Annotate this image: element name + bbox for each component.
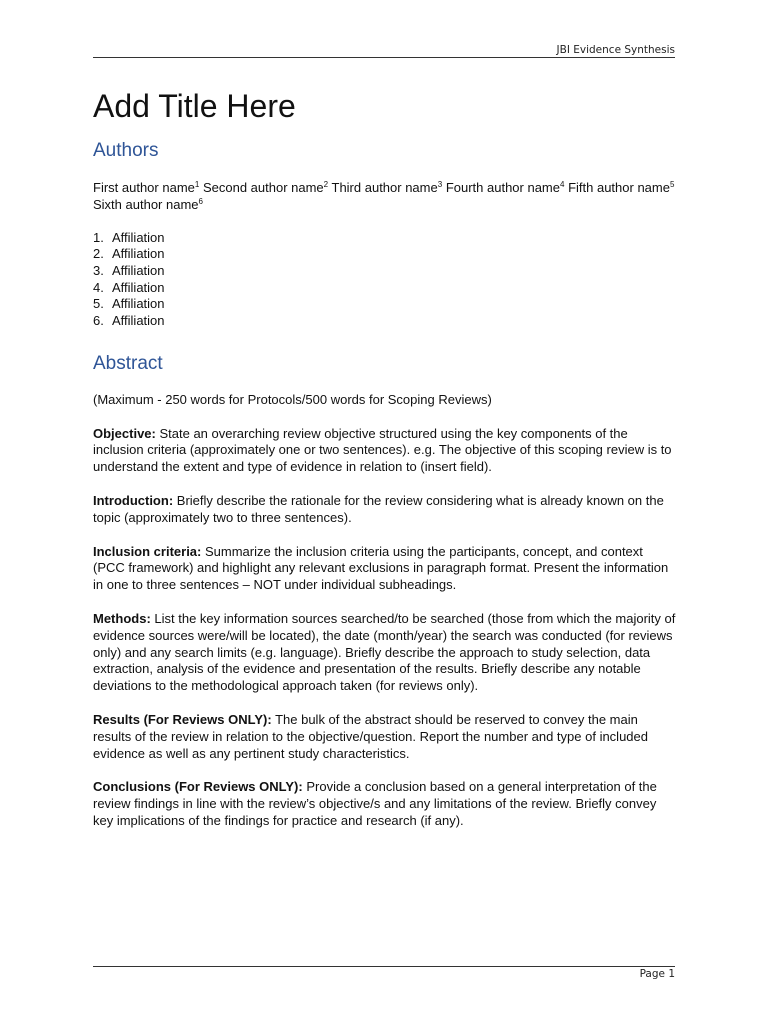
abstract-introduction [93, 493, 677, 527]
abstract-results [93, 712, 677, 762]
author-name: Second author name [202, 180, 324, 195]
affiliation-item: 2. Affiliation [93, 246, 165, 262]
abstract-conclusions [93, 779, 677, 829]
section-text: Briefly describe the rationale for the review considering what is already known on the topic (approximately two to three sentences). [93, 493, 664, 525]
section-text: Provide a conclusion based on a general interpretation of the review findings in line with the review’s objective/s and any limitations of the review. Briefly convey key implications of the findings for practice and research (if any). [93, 779, 657, 828]
page-number: Page 1 [639, 968, 675, 980]
authors-heading: Authors [93, 140, 159, 161]
affiliation-list [93, 230, 677, 330]
author-superscript: 2 [323, 180, 329, 189]
abstract-methods [93, 611, 677, 695]
section-text: State an overarching review objective structured using the key components of the inclusion criteria (approximately one or two sentences). e.g. The objective of this scoping review is to understand the extent and type of evidence in relation to (insert field). [93, 425, 672, 475]
word-limit-note: (Maximum - 250 words for Protocols/500 words for Scoping Reviews) [93, 391, 492, 407]
footer-rule [93, 966, 675, 967]
author-name: First author name [93, 180, 195, 195]
section-label: Inclusion criteria: [93, 543, 202, 559]
author-superscript: 6 [198, 196, 203, 206]
section-label: Results (For Reviews ONLY): [93, 711, 272, 727]
author-superscript: 1 [194, 180, 200, 189]
author-name: Fourth author name [445, 180, 560, 195]
section-label: Conclusions (For Reviews ONLY): [93, 779, 303, 795]
header-rule [93, 57, 675, 58]
section-label: Objective: [93, 425, 156, 441]
author-name: Fifth author name [568, 180, 670, 195]
affiliation-item: 5. Affiliation [93, 296, 165, 312]
affiliation-item: 6. Affiliation [93, 313, 165, 329]
affiliation-item: 1. Affiliation [93, 229, 165, 245]
author-superscript: 3 [437, 180, 443, 189]
running-header: JBI Evidence Synthesis [556, 44, 675, 56]
author-list [93, 180, 677, 214]
document-body [93, 86, 677, 830]
section-label: Introduction: [93, 493, 174, 508]
affiliation-item: 4. Affiliation [93, 279, 165, 295]
author-superscript: 5 [669, 180, 675, 189]
abstract-objective [93, 426, 677, 476]
abstract-inclusion-criteria [93, 544, 677, 594]
author-name: Third author name [331, 180, 438, 195]
section-text: List the key information sources searched/to be searched (those from which the majority of evidence sources were/will be located), the date (month/year) the search was conducted (for reviews only) and any search limits (e.g. language). Briefly describe the approach to study selection, data extraction, analysis of the evidence and presentation of the results. Briefly describe any notable deviations to the methodological approach taken (for reviews only). [93, 610, 676, 694]
section-label: Methods: [93, 610, 151, 626]
affiliation-item: 3. Affiliation [93, 263, 165, 278]
author-superscript: 4 [560, 180, 565, 189]
author-name: Sixth author name [93, 196, 199, 212]
section-text: Summarize the inclusion criteria using the participants, concept, and context (PCC framework) and highlight any relevant exclusions in paragraph format. Present the information in one to three sentences – NOT under individual subheadings. [93, 543, 669, 593]
document-title: Add Title Here [93, 88, 296, 124]
section-text: The bulk of the abstract should be reserved to convey the main results of the review in relation to the objective/question. Report the number and type of included evidence as well as any pertinent study characteristics. [93, 711, 648, 761]
abstract-heading: Abstract [93, 352, 163, 374]
